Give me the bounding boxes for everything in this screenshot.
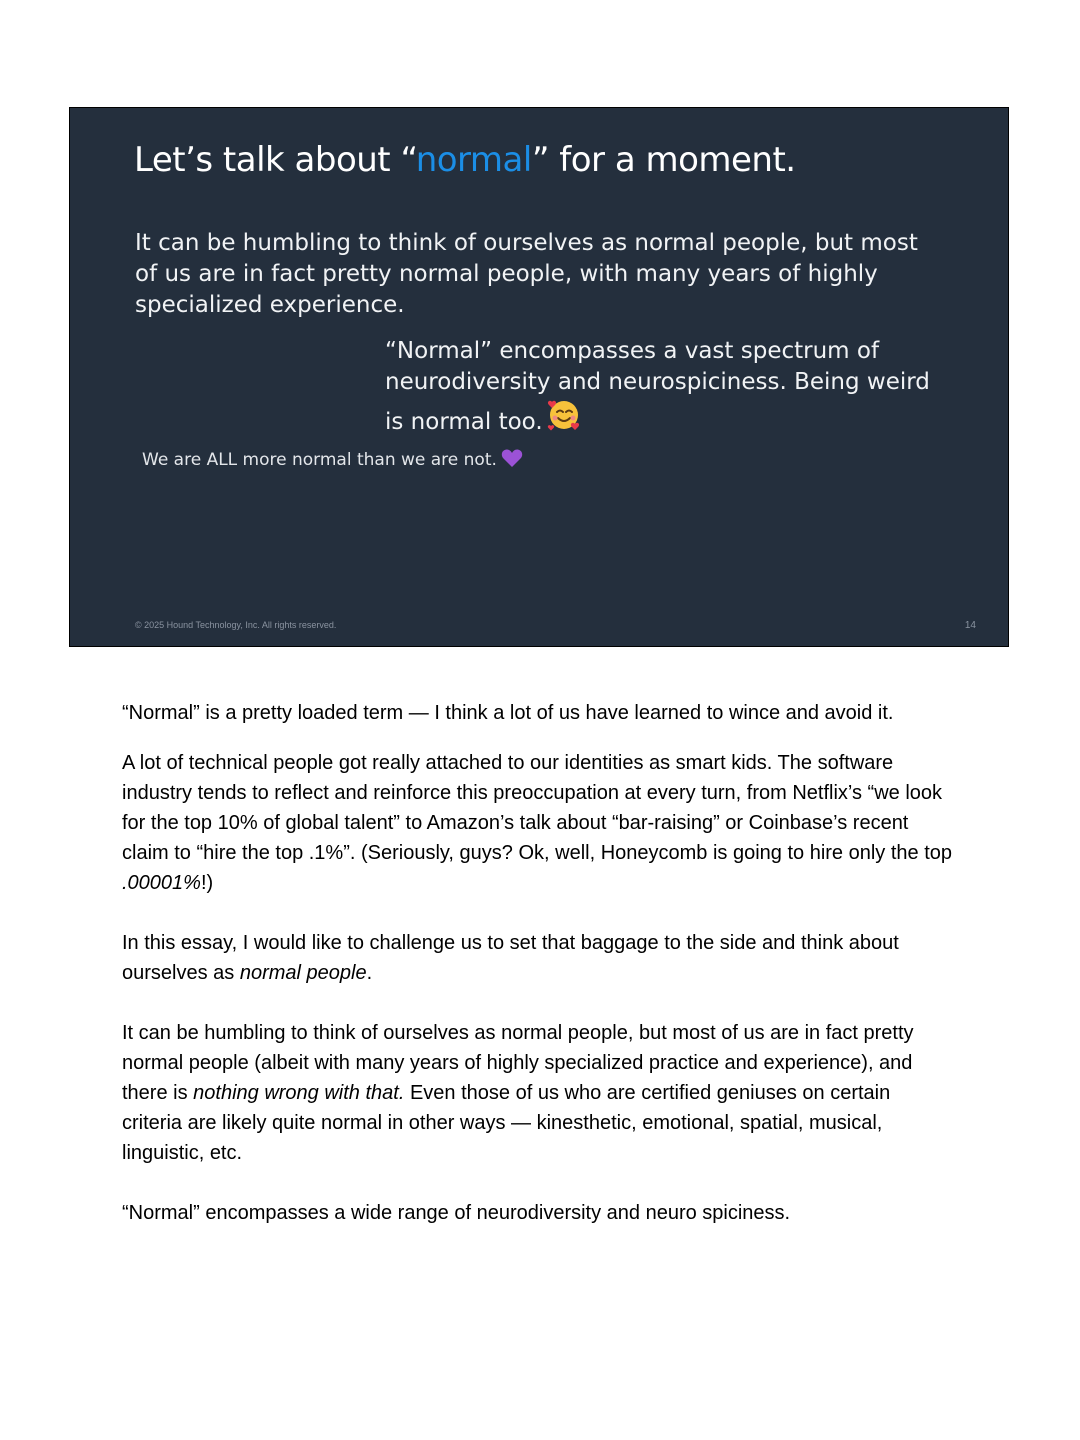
slide-page-number: 14 [964,620,976,631]
slide-copyright: © 2025 Hound Technology, Inc. All rights reserved. [135,620,337,630]
essay-body [122,698,952,1228]
slide-paragraph-2 [385,336,955,441]
essay-paragraph-2-emphasis: .00001% [122,872,201,894]
essay-paragraph-4-emphasis: nothing wrong with that. [193,1082,405,1104]
essay-paragraph-3 [122,928,952,988]
essay-paragraph-4-end: Even those of us who are certified geniuses on certain criteria are likely quite normal in other ways — kinesthetic, emotional, spatial, musical, linguistic, etc. [122,1082,891,1164]
essay-paragraph-5: “Normal” encompasses a wide range of neurodiversity and neuro spiciness. [122,1202,791,1224]
slide-paragraph-3 [142,448,523,473]
essay-paragraph-2 [122,748,952,898]
essay-paragraph-1: “Normal” is a pretty loaded term — I think a lot of us have learned to wince and avoid it. [122,702,894,724]
essay-paragraph-3-text: In this essay, I would like to challenge us to set that baggage to the side and think about ourselves as [122,932,899,984]
essay-paragraph-3-emphasis: normal people [239,962,367,984]
slide-paragraph-2-text: “Normal” encompasses a vast spectrum of neurodiversity and neurospiciness. Being weird is normal too. [385,338,930,435]
slide-title-highlight: normal [415,140,532,180]
slide-paragraph-3-text: We are ALL more normal than we are not. [142,450,497,470]
essay-paragraph-4-text: It can be humbling to think of ourselves as normal people, but most of us are in fact pretty normal people (albeit with many years of highly specialized practice and experience), and there is [122,1022,914,1104]
purple-heart-icon [501,448,523,473]
smiling-face-with-hearts-icon [547,398,581,441]
essay-paragraph-4 [122,1018,952,1168]
essay-paragraph-2-end: !) [200,872,214,894]
essay-paragraph-2-text: A lot of technical people got really attached to our identities as smart kids. The software industry tends to reflect and reinforce this preoccupation at every turn, from Netflix’s “we look for the top 10% of global talent” to Amazon’s talk about “bar-raising” or Coinbase’s recent claim to “hire the top .1%”. (Seriously, guys? Ok, well, Honeycomb is going to hire only the top [122,752,953,864]
slide-title-post: ” for a moment. [531,140,796,180]
presentation-slide [69,107,1009,647]
essay-paragraph-3-end: . [366,962,373,984]
slide-title-pre: Let’s talk about “ [134,140,416,180]
slide-paragraph-1: It can be humbling to think of ourselves as normal people, but most of us are in fact pretty normal people, with many years of highly specialized experience. [135,230,918,318]
slide-title [134,140,796,180]
